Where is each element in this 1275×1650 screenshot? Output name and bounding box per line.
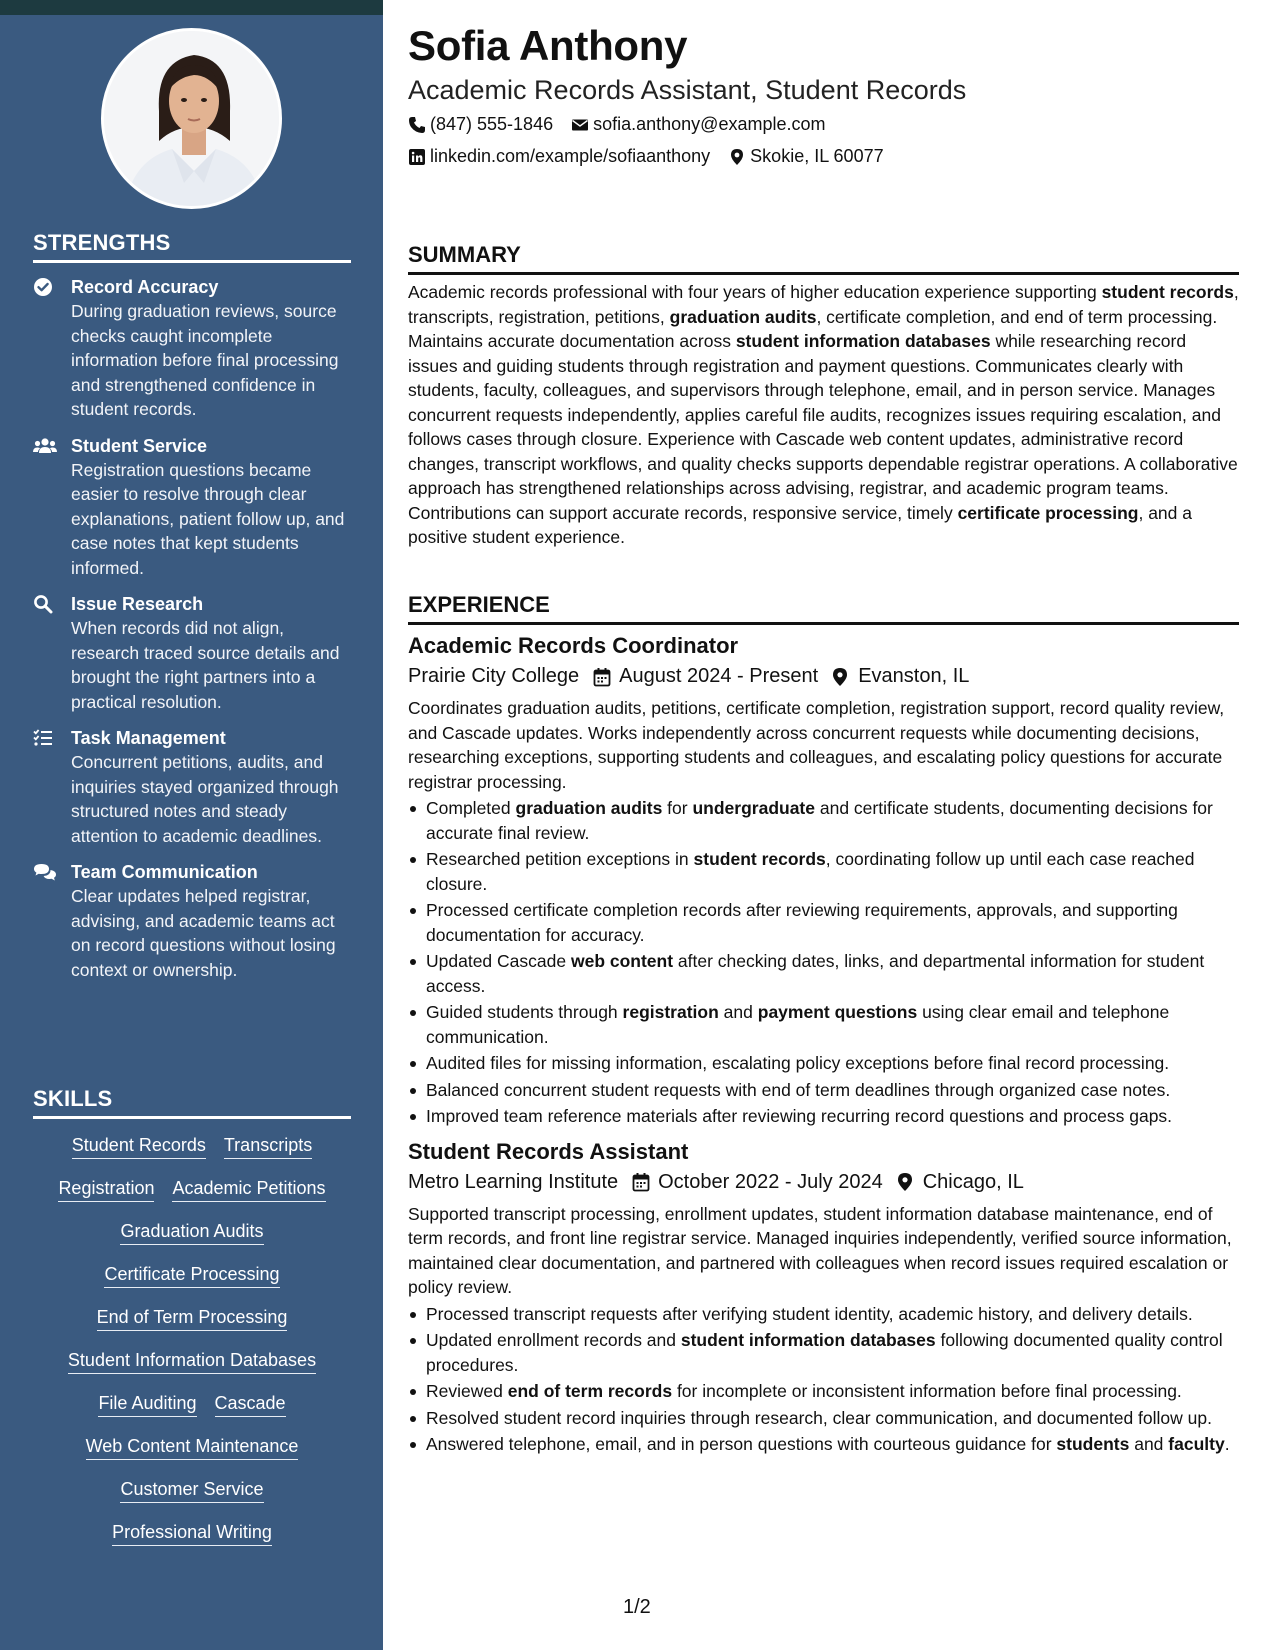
experience-section bbox=[408, 592, 1239, 1459]
job-dates bbox=[593, 665, 818, 688]
strength-title: Issue Research bbox=[71, 594, 204, 614]
job-summary: Supported transcript processing, enrollment updates, student information database maintenance, end of term records, and front line registrar service. Managed inquiries independently, verified source information, maintained clear documentation, and partnered with colleagues when record issues required escalation or policy review. bbox=[408, 1203, 1232, 1297]
search-icon bbox=[33, 594, 55, 614]
skill-tag: Certificate Processing bbox=[104, 1262, 279, 1288]
emphasis-text: end of term records bbox=[507, 1381, 673, 1401]
emphasis-text: student information databases bbox=[680, 1330, 936, 1350]
strength-title: Student Service bbox=[71, 435, 208, 456]
bullet-item bbox=[408, 1104, 1239, 1129]
bullet-item bbox=[408, 796, 1239, 845]
job-location bbox=[897, 1171, 1024, 1194]
skill-tag: Cascade bbox=[215, 1391, 286, 1417]
strengths-heading: STRENGTHS bbox=[33, 230, 351, 263]
strength-title: Task Management bbox=[71, 728, 226, 748]
organization-text: Prairie City College bbox=[408, 665, 580, 687]
skill-row bbox=[33, 1520, 351, 1546]
job-title: Student Records Assistant bbox=[408, 1138, 689, 1164]
profile-photo bbox=[101, 28, 282, 209]
emphasis-text: graduation audits bbox=[669, 306, 817, 327]
strength-description: During graduation reviews, source checks caught incomplete information before final processing and strengthened confidence in student records. bbox=[71, 301, 339, 419]
text-run: , certificate completion, and end of term processing. Maintains accurate documentation across bbox=[408, 306, 1218, 351]
text-run: and bbox=[718, 1002, 758, 1022]
job-bullets bbox=[408, 796, 1239, 1129]
strength-item bbox=[33, 726, 351, 848]
calendar-icon bbox=[632, 1172, 650, 1192]
sidebar bbox=[0, 0, 383, 1650]
skill-tag: Graduation Audits bbox=[120, 1219, 263, 1245]
skill-row bbox=[33, 1262, 351, 1288]
summary-text bbox=[408, 280, 1239, 550]
contact-row-2 bbox=[408, 146, 902, 167]
text-run: and bbox=[1129, 1434, 1169, 1454]
skill-tag: Student Records bbox=[72, 1133, 206, 1159]
skill-tag: File Auditing bbox=[98, 1391, 196, 1417]
skill-row bbox=[33, 1219, 351, 1245]
bullet-item bbox=[408, 1379, 1239, 1404]
job-meta bbox=[408, 665, 1239, 688]
text-run: after checking dates, links, and departmental information for student access. bbox=[426, 951, 1205, 996]
emphasis-text: registration bbox=[622, 1002, 719, 1022]
text-run: while researching record issues and guiding students through registration and payment questions. Communicates clearly with students, faculty, colleagues, and supervisors through telephone, email, and in person service. Manages concurrent requests independently, applies careful file audits, recognizes issues requiring escalation, and follows cases through closure. Experience with Cascade web content updates, administrative record changes, transcript workflows, and quality checks supports dependable registrar operations. A collaborative approach has strengthened relationships across advising, registrar, and academic program teams. Contributions can support accurate records, responsive service, timely bbox=[408, 331, 1238, 523]
job-summary: Coordinates graduation audits, petitions, certificate completion, registration support, record quality review, and Cascade updates. Works independently across concurrent requests while documenting decisions, researching exceptions, supporting students and colleagues, and escalating policy questions for accurate registrar processing. bbox=[408, 698, 1225, 792]
emphasis-text: web content bbox=[570, 951, 674, 971]
strength-description: Concurrent petitions, audits, and inquiries stayed organized through structured notes and steady attention to academic deadlines. bbox=[71, 752, 339, 846]
strength-description: When records did not align, research traced source details and brought the right partners into a practical resolution. bbox=[71, 618, 340, 712]
emphasis-text: faculty bbox=[1168, 1434, 1225, 1454]
task-list-icon bbox=[33, 728, 55, 748]
job-dates bbox=[632, 1171, 883, 1194]
strength-description: Clear updates helped registrar, advising, and academic teams act on record questions without losing context or ownership. bbox=[71, 886, 336, 980]
skill-tag: Customer Service bbox=[120, 1477, 263, 1503]
bullet-item bbox=[408, 1000, 1239, 1049]
bullet-item bbox=[408, 1051, 1239, 1076]
skill-row bbox=[33, 1176, 351, 1202]
users-icon bbox=[33, 436, 55, 456]
text-run: Improved team reference materials after reviewing recurring record questions and process gaps. bbox=[426, 1106, 1173, 1126]
text-run: for incomplete or inconsistent information before final processing. bbox=[672, 1381, 1182, 1401]
bullet-item bbox=[408, 1302, 1239, 1327]
summary-section bbox=[408, 242, 1239, 550]
location-item bbox=[728, 146, 883, 167]
map-pin-icon bbox=[897, 1172, 915, 1192]
summary-heading: SUMMARY bbox=[408, 242, 1239, 275]
job-bullets bbox=[408, 1302, 1239, 1457]
job-entry bbox=[408, 633, 1239, 1129]
text-run: Processed transcript requests after verifying student identity, academic history, and delivery details. bbox=[426, 1303, 1193, 1324]
strength-item bbox=[33, 275, 351, 422]
dates-text: August 2024 - Present bbox=[619, 665, 819, 687]
job-entry bbox=[408, 1139, 1239, 1457]
map-pin-icon bbox=[832, 667, 850, 687]
bullet-item bbox=[408, 1406, 1239, 1431]
emphasis-text: student information databases bbox=[735, 331, 991, 351]
bullet-item bbox=[408, 1432, 1239, 1457]
skill-tag: Registration bbox=[58, 1176, 154, 1202]
text-run: , and a positive student experience. bbox=[408, 502, 1192, 547]
job-location-text: Evanston, IL bbox=[858, 665, 970, 687]
check-circle-icon bbox=[33, 277, 55, 297]
skill-tag: Academic Petitions bbox=[172, 1176, 325, 1202]
text-run: Researched petition exceptions in bbox=[426, 849, 694, 869]
phone-item bbox=[408, 114, 553, 135]
page-number: 1/2 bbox=[623, 1596, 651, 1618]
emphasis-text: student records bbox=[1101, 282, 1234, 302]
dates-text: October 2022 - July 2024 bbox=[658, 1170, 883, 1193]
emphasis-text: certificate processing bbox=[957, 502, 1139, 523]
bullet-item bbox=[408, 949, 1239, 998]
phone-text: (847) 555-1846 bbox=[430, 114, 554, 134]
strength-item bbox=[33, 592, 351, 714]
contact-row-1 bbox=[408, 114, 844, 135]
experience-heading: EXPERIENCE bbox=[408, 592, 1239, 625]
emphasis-text: payment questions bbox=[757, 1002, 918, 1022]
skills-list bbox=[33, 1133, 351, 1546]
bullet-item bbox=[408, 1328, 1239, 1377]
text-run: Resolved student record inquiries through research, clear communication, and documented follow up. bbox=[426, 1407, 1212, 1428]
text-run: , coordinating follow up until each case reached closure. bbox=[426, 849, 1195, 894]
skill-tag: Student Information Databases bbox=[68, 1348, 316, 1374]
bullet-item bbox=[408, 1078, 1239, 1103]
text-run: Answered telephone, email, and in person questions with courteous guidance for bbox=[426, 1434, 1057, 1454]
text-run: , transcripts, registration, petitions, bbox=[408, 282, 1239, 327]
bullet-item bbox=[408, 898, 1239, 947]
text-run: Updated enrollment records and bbox=[426, 1330, 681, 1350]
job-organization bbox=[408, 1171, 618, 1194]
linkedin-icon bbox=[408, 148, 426, 166]
bullet-item bbox=[408, 847, 1239, 896]
skill-tag: Transcripts bbox=[224, 1133, 312, 1159]
strength-title: Record Accuracy bbox=[71, 277, 219, 297]
job-title: Academic Records Coordinator bbox=[408, 633, 739, 658]
skill-tag: Professional Writing bbox=[112, 1520, 272, 1546]
skill-row bbox=[33, 1477, 351, 1503]
text-run: Processed certificate completion records after reviewing requirements, approvals, and supporting documentation for accuracy. bbox=[426, 900, 1178, 945]
emphasis-text: graduation audits bbox=[515, 798, 663, 818]
text-run: using clear email and telephone communication. bbox=[426, 1002, 1170, 1047]
chat-bubbles-icon bbox=[33, 862, 55, 882]
skill-row bbox=[33, 1348, 351, 1374]
skills-section bbox=[33, 1086, 351, 1563]
email-item[interactable] bbox=[571, 114, 825, 135]
text-run: Balanced concurrent student requests with end of term deadlines through organized case notes. bbox=[426, 1079, 1171, 1100]
skill-row bbox=[33, 1305, 351, 1331]
skill-tag: End of Term Processing bbox=[97, 1305, 288, 1331]
map-pin-icon bbox=[728, 148, 746, 166]
job-location-text: Chicago, IL bbox=[922, 1170, 1024, 1193]
strength-item bbox=[33, 860, 351, 982]
text-run: Reviewed bbox=[426, 1381, 508, 1401]
emphasis-text: student records bbox=[693, 849, 826, 869]
text-run: Academic records professional with four years of higher education experience supporting bbox=[408, 282, 1102, 302]
linkedin-item[interactable] bbox=[408, 146, 710, 167]
text-run: following documented quality control procedures. bbox=[426, 1330, 1223, 1375]
envelope-icon bbox=[571, 116, 589, 134]
emphasis-text: undergraduate bbox=[692, 798, 815, 818]
jobs-list bbox=[408, 633, 1239, 1457]
text-run: for bbox=[662, 798, 693, 818]
strength-description: Registration questions became easier to resolve through clear explanations, patient follow up, and case notes that kept students informed. bbox=[71, 459, 345, 578]
text-run: . bbox=[1224, 1434, 1230, 1454]
skill-row bbox=[33, 1434, 351, 1460]
location-text: Skokie, IL 60077 bbox=[750, 146, 884, 166]
organization-text: Metro Learning Institute bbox=[408, 1170, 619, 1193]
text-run: Completed bbox=[426, 798, 516, 818]
skills-heading: SKILLS bbox=[33, 1086, 351, 1119]
phone-icon bbox=[408, 116, 426, 134]
candidate-role: Academic Records Assistant, Student Records bbox=[408, 75, 967, 105]
text-run: Guided students through bbox=[426, 1002, 623, 1022]
job-meta bbox=[408, 1171, 1239, 1194]
email-text[interactable]: sofia.anthony@example.com bbox=[593, 114, 826, 134]
job-organization bbox=[408, 665, 579, 688]
candidate-name: Sofia Anthony bbox=[408, 22, 688, 69]
strengths-section bbox=[33, 230, 351, 982]
text-run: and certificate students, documenting decisions for accurate final review. bbox=[426, 798, 1213, 843]
job-location bbox=[832, 665, 969, 688]
text-run: Updated Cascade bbox=[426, 951, 571, 971]
skill-row bbox=[33, 1133, 351, 1159]
sidebar-top-bar bbox=[0, 0, 383, 15]
strength-item bbox=[33, 434, 351, 581]
emphasis-text: students bbox=[1056, 1434, 1130, 1454]
linkedin-text[interactable]: linkedin.com/example/sofiaanthony bbox=[430, 146, 711, 166]
strength-title: Team Communication bbox=[71, 862, 258, 882]
skill-row bbox=[33, 1391, 351, 1417]
text-run: Audited files for missing information, escalating policy exceptions before final record processing. bbox=[426, 1053, 1170, 1073]
calendar-icon bbox=[593, 667, 611, 687]
skill-tag: Web Content Maintenance bbox=[86, 1434, 299, 1460]
